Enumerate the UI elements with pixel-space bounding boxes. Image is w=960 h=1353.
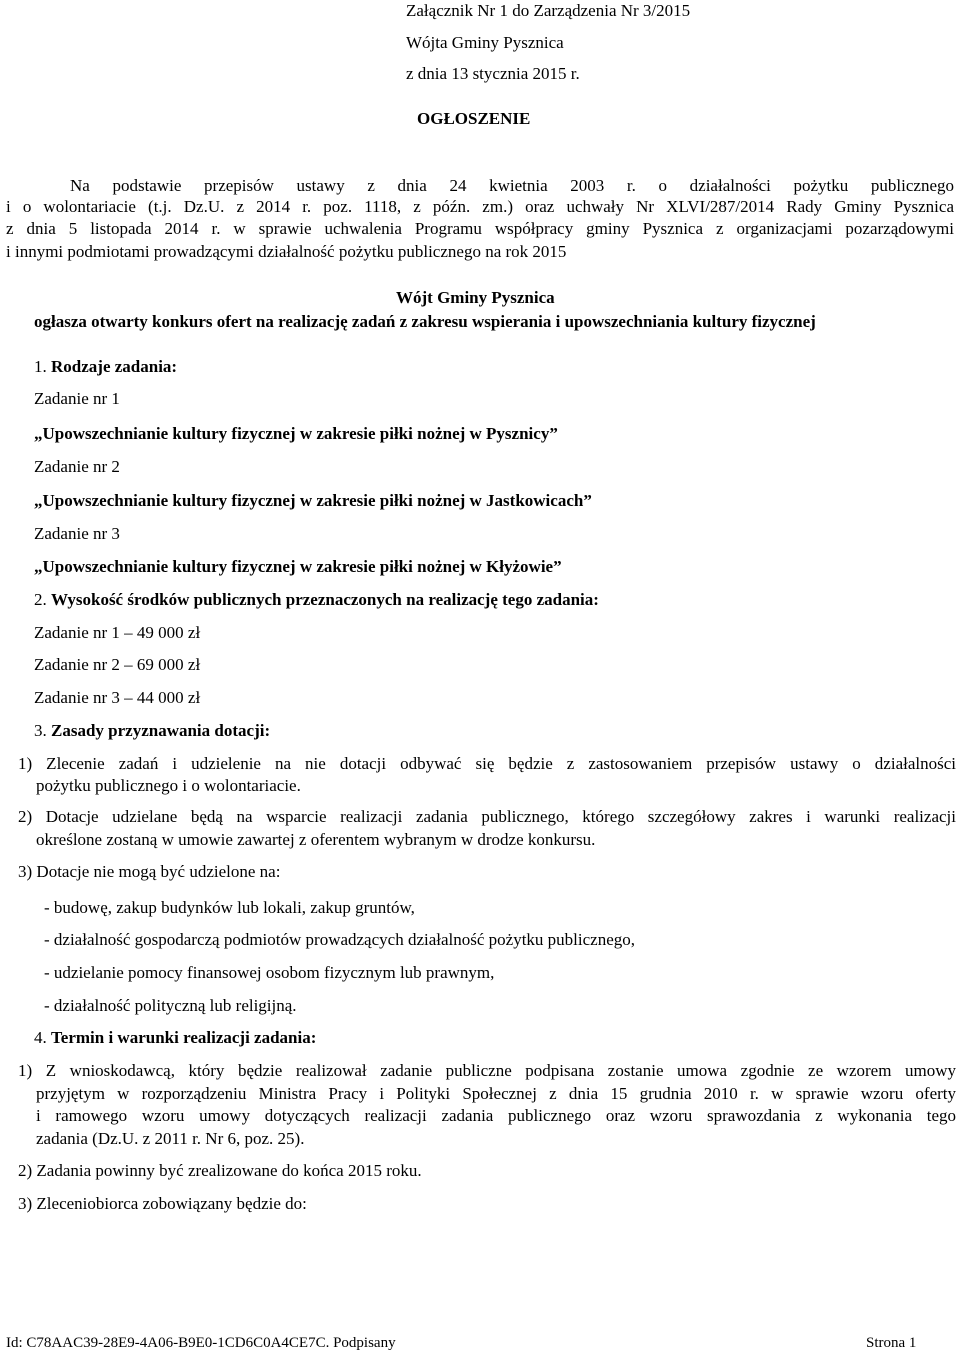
rule-2-line-1: 2) Dotacje udzielane będą na wsparcie realizacji zadania publicznego, którego szczegółowy zakres i warunki realizacji [18,807,956,826]
excluded-item-3: - udzielanie pomocy finansowej osobom fizycznym lub prawnym, [44,963,495,982]
excluded-item-1: - budowę, zakup budynków lub lokali, zakup gruntów, [44,898,415,917]
document-title: OGŁOSZENIE [417,109,531,128]
document-id: Id: C78AAC39-28E9-4A06-B9E0-1CD6C0A4CE7C. Podpisany [6,1335,396,1351]
issuer-line: Wójta Gminy Pysznica [406,33,564,52]
task-3-title: „Upowszechnianie kultury fizycznej w zakresie piłki nożnej w Kłyżowie” [34,557,562,576]
section-3-heading: 3. Zasady przyznawania dotacji: [34,721,271,740]
excluded-item-4: - działalność polityczną lub religijną. [44,996,297,1015]
intro-line-2: i o wolontariacie (t.j. Dz.U. z 2014 r. poz. 1118, z późn. zm.) oraz uchwały Nr XLVI/287/2014 Rady Gminy Pysznica [6,197,954,216]
term-1-line-2: przyjętym w rozporządzeniu Ministra Pracy i Polityki Społecznej z dnia 15 grudnia 2010 r. w sprawie wzoru oferty [36,1084,956,1103]
amount-task-2: Zadanie nr 2 – 69 000 zł [34,655,201,674]
date-line: z dnia 13 stycznia 2015 r. [406,64,580,83]
task-1-label: Zadanie nr 1 [34,389,120,408]
amount-task-3: Zadanie nr 3 – 44 000 zł [34,688,201,707]
rule-1-line-2: pożytku publicznego i o wolontariacie. [36,776,301,795]
task-3-label: Zadanie nr 3 [34,524,120,543]
term-3: 3) Zleceniobiorca zobowiązany będzie do: [18,1194,307,1213]
term-1-line-1: 1) Z wnioskodawcą, który będzie realizował zadanie publiczne podpisana zostanie umowa zgodnie ze wzorem umowy [18,1061,956,1080]
intro-line-3: z dnia 5 listopada 2014 r. w sprawie uchwalenia Programu współpracy gminy Pysznica z organizacjami pozarządowymi [6,219,954,238]
section-1-heading: 1. Rodzaje zadania: [34,357,178,376]
rule-2-line-2: określone zostaną w umowie zawartej z oferentem wybranym w drodze konkursu. [36,830,596,849]
task-2-label: Zadanie nr 2 [34,457,120,476]
announcement-subject: ogłasza otwarty konkurs ofert na realizację zadań z zakresu wspierania i upowszechniania kultury fizycznej [34,312,816,331]
rule-1-line-1: 1) Zlecenie zadań i udzielenie na nie dotacji odbywać się będzie z zastosowaniem przepisów ustawy o działalności [18,754,956,773]
amount-task-1: Zadanie nr 1 – 49 000 zł [34,623,201,642]
intro-line-4: i innymi podmiotami prowadzącymi działalność pożytku publicznego na rok 2015 [6,242,567,261]
rule-3: 3) Dotacje nie mogą być udzielone na: [18,862,281,881]
section-4-heading: 4. Termin i warunki realizacji zadania: [34,1028,317,1047]
task-2-title: „Upowszechnianie kultury fizycznej w zakresie piłki nożnej w Jastkowicach” [34,491,592,510]
intro-line-1: Na podstawie przepisów ustawy z dnia 24 kwietnia 2003 r. o działalności pożytku publicznego [70,176,954,195]
page-number: Strona 1 [866,1335,917,1351]
term-2: 2) Zadania powinny być zrealizowane do końca 2015 roku. [18,1161,422,1180]
attachment-line: Załącznik Nr 1 do Zarządzenia Nr 3/2015 [406,1,691,20]
announcer-name: Wójt Gminy Pysznica [396,288,555,307]
excluded-item-2: - działalność gospodarczą podmiotów prowadzących działalność pożytku publicznego, [44,930,636,949]
term-1-line-4: zadania (Dz.U. z 2011 r. Nr 6, poz. 25). [36,1129,305,1148]
task-1-title: „Upowszechnianie kultury fizycznej w zakresie piłki nożnej w Pysznicy” [34,424,558,443]
term-1-line-3: i ramowego wzoru umowy dotyczących realizacji zadania publicznego oraz wzoru sprawozdania z wykonania tego [36,1106,956,1125]
section-2-heading: 2. Wysokość środków publicznych przeznaczonych na realizację tego zadania: [34,590,599,609]
